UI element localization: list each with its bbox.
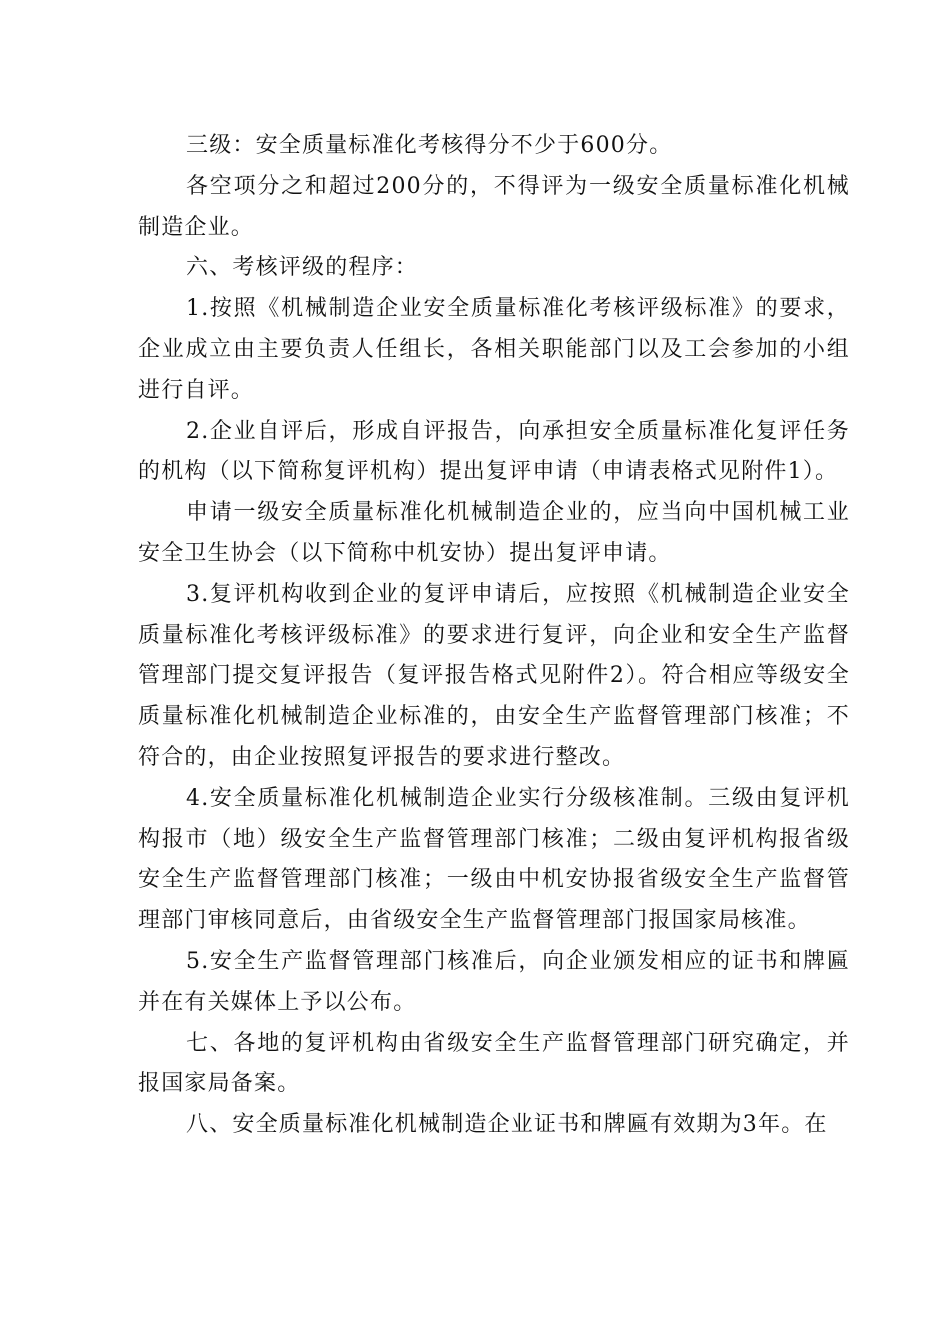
paragraph-step-5: 5.安全生产监督管理部门核准后，向企业颁发相应的证书和牌匾并在有关媒体上予以公布。 (138, 948, 850, 1015)
paragraph-section-eight: 八、安全质量标准化机械制造企业证书和牌匾有效期为3年。在 (186, 1112, 828, 1138)
document-body (138, 126, 850, 1146)
paragraph-step-1: 1.按照《机械制造企业安全质量标准化考核评级标准》的要求，企业成立由主要负责人任组长，各相关职能部门以及工会参加的小组进行自评。 (138, 296, 850, 403)
paragraph-grade-three: 三级：安全质量标准化考核得分不少于600分。 (186, 133, 673, 158)
paragraph-step-4: 4.安全质量标准化机械制造企业实行分级核准制。三级由复评机构报市（地）级安全生产监督管理部门核准；二级由复评机构报省级安全生产监督管理部门核准；一级由中机安协报省级安全生产监督管理部门审核同意后，由省级安全生产监督管理部门报国家局核准。 (138, 785, 850, 934)
paragraph-blank-items: 各空项分之和超过200分的，不得评为一级安全质量标准化机械制造企业。 (138, 173, 850, 240)
paragraph-step-3: 3.复评机构收到企业的复评申请后，应按照《机械制造企业安全质量标准化考核评级标准》的要求进行复评，向企业和安全生产监督管理部门提交复评报告（复评报告格式见附件2）。符合相应等级安全质量标准化机械制造企业标准的，由安全生产监督管理部门核准；不符合的，由企业按照复评报告的要求进行整改。 (138, 581, 850, 770)
paragraph-section-seven: 七、各地的复评机构由省级安全生产监督管理部门研究确定，并报国家局备案。 (138, 1030, 850, 1097)
paragraph-first-grade-application: 申请一级安全质量标准化机械制造企业的，应当向中国机械工业安全卫生协会（以下简称中机安协）提出复评申请。 (138, 500, 850, 566)
section-heading-procedure: 六、考核评级的程序： (186, 255, 419, 281)
paragraph-step-2: 2.企业自评后，形成自评报告，向承担安全质量标准化复评任务的机构（以下简称复评机构）提出复评申请（申请表格式见附件1）。 (138, 418, 850, 485)
